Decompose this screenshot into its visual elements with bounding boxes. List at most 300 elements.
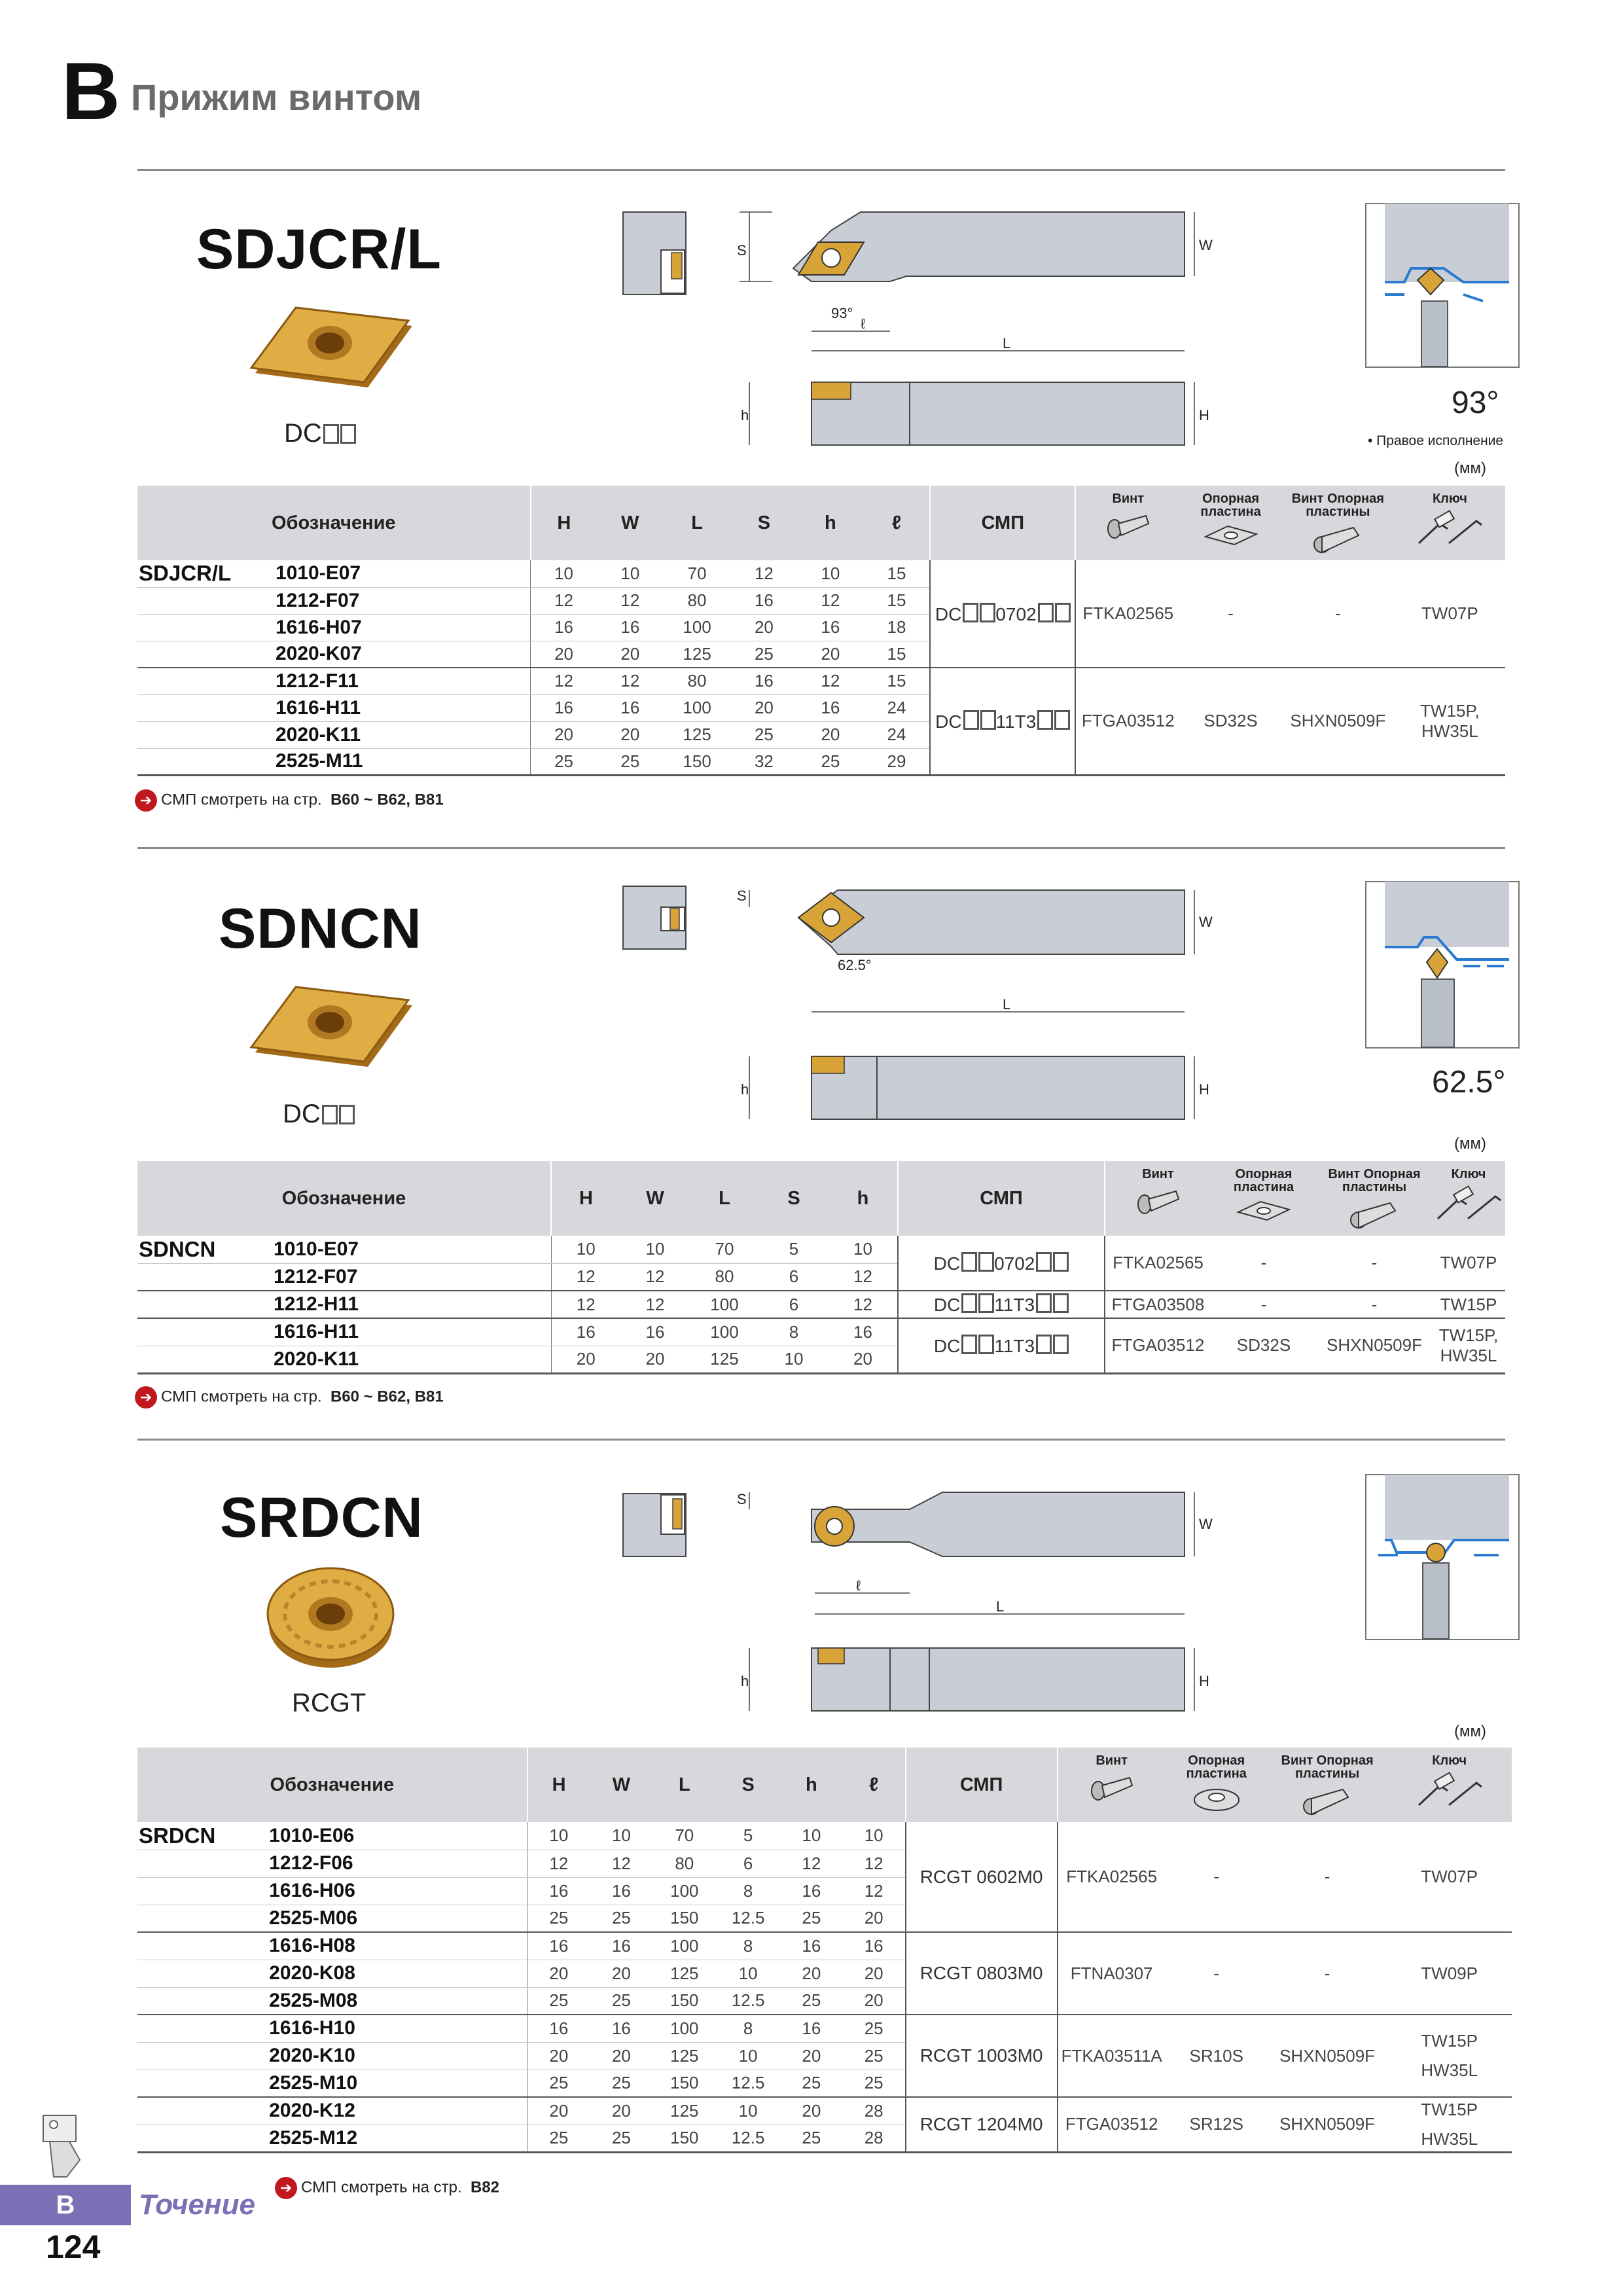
- cell-L: 125: [652, 2097, 716, 2125]
- col-header: W: [620, 1161, 690, 1236]
- cell-S: 8: [716, 1877, 780, 1905]
- cell-S: 6: [716, 1850, 780, 1877]
- size-code: 1616-H08: [264, 1932, 527, 1960]
- shim-screw-icon: [1311, 522, 1364, 555]
- cell-W: 16: [620, 1318, 690, 1346]
- insert-label: [284, 419, 356, 448]
- shim-screw-code: SHXN0509F: [1281, 668, 1395, 775]
- placeholder-box: [978, 1335, 994, 1354]
- cell-S: 8: [759, 1318, 829, 1346]
- dim-L: L: [996, 1598, 1005, 1615]
- cell-l: 25: [843, 2042, 906, 2070]
- col-header-shim-screw: [1317, 1161, 1432, 1236]
- placeholder-box: [322, 1105, 338, 1124]
- cell-S: 12.5: [716, 2070, 780, 2097]
- shim-code: SD32S: [1180, 668, 1281, 775]
- key-code: [1387, 1822, 1512, 1932]
- size-code: 1010-E07: [268, 1236, 551, 1263]
- col-header-key: [1432, 1161, 1505, 1236]
- size-code: 2525-M10: [264, 2070, 527, 2097]
- cell-h: 12: [797, 668, 864, 694]
- application-view: [1365, 203, 1520, 368]
- cell-l: 25: [843, 2070, 906, 2097]
- size-code: 1616-H07: [270, 614, 531, 641]
- cell-H: 25: [527, 2125, 590, 2152]
- cell-h: 16: [780, 1877, 843, 1905]
- cell-W: 25: [590, 2125, 653, 2152]
- cell-W: 16: [597, 614, 664, 641]
- dim-W: W: [1199, 237, 1213, 253]
- insert-code: RCGT 0602M0: [906, 1822, 1058, 1932]
- size-code: 2020-K11: [270, 721, 531, 748]
- key-code-2: HW35L: [1421, 2060, 1478, 2080]
- spec-table: [137, 1161, 1505, 1374]
- insert-image: [249, 302, 419, 401]
- insert-prefix: DC: [935, 603, 962, 624]
- cell-L: 125: [664, 641, 731, 668]
- cell-l: 12: [843, 1877, 906, 1905]
- placeholder-box: [340, 424, 356, 444]
- cell-H: 20: [527, 2097, 590, 2125]
- shim-icon: [1234, 1198, 1293, 1224]
- cell-S: 12.5: [716, 1905, 780, 1932]
- insert-label-text: DC: [284, 419, 322, 448]
- side-view-drawing: [733, 1047, 1237, 1126]
- col-header-shim-label: Опорная пластина: [1200, 492, 1261, 519]
- cell-H: 12: [551, 1291, 620, 1318]
- insert-size: 11T3: [994, 1335, 1035, 1356]
- col-header-screw: [1058, 1748, 1166, 1822]
- screw-code: FTKA02565: [1058, 1822, 1166, 1932]
- shim-screw-code: SHXN0509F: [1317, 1318, 1432, 1373]
- size-code: 1616-H10: [264, 2015, 527, 2042]
- placeholder-box: [1036, 1293, 1052, 1313]
- key-icon: [1414, 509, 1486, 546]
- cell-H: 16: [531, 694, 597, 721]
- spec-table: [137, 1748, 1512, 2153]
- key-code: [1387, 1932, 1512, 2015]
- cell-h: 20: [780, 2042, 843, 2070]
- key-code: [1387, 2015, 1512, 2097]
- ref-text: СМП смотреть на стр.: [161, 791, 322, 809]
- section-divider: [137, 1439, 1505, 1441]
- section-divider: [137, 847, 1505, 849]
- cell-L: 125: [652, 2042, 716, 2070]
- cell-H: 10: [531, 560, 597, 587]
- col-header: S: [731, 486, 798, 560]
- cell-h: 12: [829, 1263, 898, 1291]
- model-title: SRDCN: [220, 1486, 423, 1549]
- size-code: 1616-H11: [270, 694, 531, 721]
- placeholder-box: [1053, 1293, 1069, 1313]
- key-code-1: TW09P: [1421, 1963, 1478, 1983]
- size-code: 2020-K12: [264, 2097, 527, 2125]
- cell-l: 24: [864, 694, 931, 721]
- cell-L: 150: [664, 748, 731, 775]
- key-code-1: TW15P: [1421, 2099, 1478, 2119]
- size-code: 2020-K11: [268, 1346, 551, 1373]
- cell-H: 16: [551, 1318, 620, 1346]
- size-code: 1010-E07: [270, 560, 531, 587]
- unit-label: (мм): [1454, 1723, 1486, 1740]
- cell-h: 16: [797, 614, 864, 641]
- cell-h: 20: [797, 641, 864, 668]
- col-header-insert: СМП: [906, 1748, 1058, 1822]
- cell-S: 5: [716, 1822, 780, 1850]
- dim-L: L: [1003, 996, 1011, 1013]
- cell-l: 16: [843, 1932, 906, 1960]
- cell-W: 20: [590, 1960, 653, 1987]
- cell-l: 15: [864, 668, 931, 694]
- screw-icon: [1135, 1185, 1181, 1217]
- col-header-shim: [1211, 1161, 1317, 1236]
- placeholder-box: [1055, 603, 1071, 622]
- shim-screw-code: -: [1281, 560, 1395, 668]
- shim-screw-icon: [1348, 1198, 1400, 1230]
- dim-h: h: [741, 407, 749, 423]
- placeholder-box: [1053, 1335, 1069, 1354]
- cell-L: 80: [664, 587, 731, 614]
- insert-code: [898, 1318, 1105, 1373]
- cell-l: 20: [843, 1960, 906, 1987]
- placeholder-box: [963, 603, 978, 622]
- col-header-key-label: Ключ: [1451, 1167, 1486, 1181]
- insert-size: 11T3: [994, 1295, 1035, 1315]
- cell-L: 125: [652, 1960, 716, 1987]
- cell-H: 25: [527, 1987, 590, 2015]
- side-view-drawing: [733, 1639, 1237, 1717]
- dim-W: W: [1199, 1516, 1213, 1532]
- placeholder-box: [961, 1293, 977, 1313]
- col-header-key: [1395, 486, 1505, 560]
- ref-pages[interactable]: B60 ~ B62, B81: [330, 791, 444, 809]
- ref-text: СМП смотреть на стр.: [301, 2178, 462, 2197]
- col-header: S: [716, 1748, 780, 1822]
- col-header: L: [690, 1161, 759, 1236]
- insert-reference: [275, 2177, 499, 2199]
- cell-W: 20: [590, 2042, 653, 2070]
- cell-W: 20: [620, 1346, 690, 1373]
- col-header: H: [551, 1161, 620, 1236]
- section-label: Точение: [139, 2189, 255, 2221]
- placeholder-box: [323, 424, 339, 444]
- cell-L: 150: [652, 1905, 716, 1932]
- size-code: 2525-M11: [270, 748, 531, 775]
- cell-S: 32: [731, 748, 798, 775]
- shim-screw-code: SHXN0509F: [1268, 2097, 1387, 2152]
- col-header-shim-screw-label: Винт Опорная пластины: [1291, 492, 1384, 519]
- cell-H: 10: [551, 1236, 620, 1263]
- size-code: 1010-E06: [264, 1822, 527, 1850]
- insert-code: [898, 1291, 1105, 1318]
- cell-S: 6: [759, 1291, 829, 1318]
- approach-angle: 93°: [1452, 386, 1499, 420]
- cell-S: 12.5: [716, 1987, 780, 2015]
- cell-h: 12: [829, 1291, 898, 1318]
- cell-H: 12: [531, 587, 597, 614]
- cell-L: 150: [652, 2070, 716, 2097]
- size-code: 1616-H06: [264, 1877, 527, 1905]
- cell-W: 20: [597, 641, 664, 668]
- cell-H: 20: [551, 1346, 620, 1373]
- ref-pages[interactable]: B60 ~ B62, B81: [330, 1388, 444, 1406]
- placeholder-box: [1037, 710, 1053, 730]
- cell-H: 20: [531, 641, 597, 668]
- insert-image: [249, 982, 419, 1080]
- col-header-key-label: Ключ: [1432, 1753, 1467, 1768]
- screw-code: FTGA03508: [1105, 1291, 1211, 1318]
- insert-label: [283, 1100, 355, 1129]
- section-tab[interactable]: B: [0, 2185, 131, 2225]
- cell-L: 100: [652, 1877, 716, 1905]
- cell-h: 20: [829, 1346, 898, 1373]
- dim-h: h: [741, 1081, 749, 1098]
- ref-text: СМП смотреть на стр.: [161, 1388, 322, 1406]
- cell-S: 25: [731, 641, 798, 668]
- cell-L: 100: [690, 1291, 759, 1318]
- turning-tool-icon: [41, 2114, 93, 2179]
- cell-L: 150: [652, 2125, 716, 2152]
- col-header-shim-screw-label: Винт Опорная пластины: [1281, 1753, 1374, 1781]
- placeholder-box: [1038, 603, 1054, 622]
- placeholder-box: [980, 710, 996, 730]
- dim-H: H: [1199, 407, 1209, 423]
- cell-L: 100: [652, 1932, 716, 1960]
- cell-l: 15: [864, 587, 931, 614]
- hand-note: • Правое исполнение: [1368, 433, 1504, 448]
- key-code-1: TW07P: [1421, 1867, 1478, 1886]
- shim-screw-code: -: [1268, 1932, 1387, 2015]
- round-shim-icon: [1190, 1784, 1243, 1813]
- screw-code: FTGA03512: [1105, 1318, 1211, 1373]
- cell-S: 10: [759, 1346, 829, 1373]
- cell-W: 12: [620, 1291, 690, 1318]
- col-header-designation: Обозначение: [137, 1748, 527, 1822]
- cell-L: 70: [664, 560, 731, 587]
- screw-code: FTGA03512: [1075, 668, 1180, 775]
- cell-h: 25: [780, 2125, 843, 2152]
- spec-table: [137, 486, 1505, 776]
- insert-prefix: DC: [935, 711, 962, 732]
- cell-l: 15: [864, 560, 931, 587]
- size-code: 2525-M08: [264, 1987, 527, 2015]
- dim-H: H: [1199, 1673, 1209, 1689]
- col-header-shim-screw: [1268, 1748, 1387, 1822]
- shim-code: SR12S: [1166, 2097, 1268, 2152]
- insert-prefix: DC: [933, 1335, 961, 1356]
- page-title: Прижим винтом: [131, 77, 422, 118]
- cell-h: 10: [780, 1822, 843, 1850]
- cell-l: 25: [843, 2015, 906, 2042]
- shim-screw-code: SHXN0509F: [1268, 2015, 1387, 2097]
- cell-H: 25: [527, 2070, 590, 2097]
- key-code: TW15P: [1432, 1291, 1505, 1318]
- col-header-insert: СМП: [930, 486, 1075, 560]
- insert-code: [898, 1236, 1105, 1291]
- screw-code: FTNA0307: [1058, 1932, 1166, 2015]
- cell-L: 100: [652, 2015, 716, 2042]
- size-code: 1212-F07: [268, 1263, 551, 1291]
- cell-H: 25: [531, 748, 597, 775]
- cell-H: 20: [527, 1960, 590, 1987]
- approach-angle: 62.5°: [1432, 1065, 1506, 1100]
- cell-W: 12: [590, 1850, 653, 1877]
- key-code-1: TW15P: [1421, 2031, 1478, 2051]
- screw-code: FTGA03512: [1058, 2097, 1166, 2152]
- key-icon: [1433, 1185, 1505, 1221]
- insert-label: RCGT: [292, 1689, 366, 1717]
- cell-S: 8: [716, 2015, 780, 2042]
- cell-h: 10: [797, 560, 864, 587]
- end-view-drawing: [622, 211, 687, 296]
- cell-S: 8: [716, 1932, 780, 1960]
- cell-W: 20: [597, 721, 664, 748]
- placeholder-box: [1054, 710, 1070, 730]
- arrow-right-icon: ➔: [135, 789, 157, 812]
- cell-h: 25: [780, 2070, 843, 2097]
- insert-code: [930, 560, 1075, 668]
- col-header-key-label: Ключ: [1432, 492, 1467, 506]
- placeholder-box: [963, 710, 979, 730]
- cell-W: 12: [620, 1263, 690, 1291]
- cell-S: 10: [716, 2097, 780, 2125]
- cell-h: 20: [780, 1960, 843, 1987]
- cell-l: 15: [864, 641, 931, 668]
- shim-code: -: [1166, 1822, 1268, 1932]
- placeholder-box: [1036, 1335, 1052, 1354]
- col-header: S: [759, 1161, 829, 1236]
- placeholder-box: [961, 1335, 977, 1354]
- cell-h: 16: [780, 2015, 843, 2042]
- cell-S: 5: [759, 1236, 829, 1263]
- size-code: 1212-F11: [270, 668, 531, 694]
- size-code: 1616-H11: [268, 1318, 551, 1346]
- section-divider: [137, 169, 1505, 171]
- cell-h: 16: [829, 1318, 898, 1346]
- col-header-screw: [1105, 1161, 1211, 1236]
- col-header-shim-screw-label: Винт Опорная пластины: [1328, 1167, 1421, 1194]
- shim-code: SR10S: [1166, 2015, 1268, 2097]
- insert-size: 0702: [994, 1253, 1035, 1274]
- arrow-right-icon: ➔: [135, 1386, 157, 1408]
- cell-L: 100: [664, 694, 731, 721]
- cell-S: 10: [716, 2042, 780, 2070]
- cell-h: 25: [780, 1987, 843, 2015]
- cell-W: 25: [597, 748, 664, 775]
- cell-L: 125: [664, 721, 731, 748]
- key-icon: [1414, 1771, 1486, 1808]
- col-header-screw-label: Винт: [1142, 1167, 1174, 1181]
- model-name: SDJCR/L: [137, 560, 270, 587]
- cell-L: 100: [664, 614, 731, 641]
- cell-H: 20: [531, 721, 597, 748]
- cell-S: 16: [731, 668, 798, 694]
- insert-code: RCGT 0803M0: [906, 1932, 1058, 2015]
- cell-l: 28: [843, 2125, 906, 2152]
- cell-h: 25: [780, 1905, 843, 1932]
- cell-L: 70: [652, 1822, 716, 1850]
- unit-label: (мм): [1454, 459, 1486, 477]
- cell-H: 12: [551, 1263, 620, 1291]
- screw-code: FTKA03511A: [1058, 2015, 1166, 2097]
- insert-code: [930, 668, 1075, 775]
- cell-L: 80: [652, 1850, 716, 1877]
- size-code: 1212-F07: [270, 587, 531, 614]
- cell-W: 16: [590, 2015, 653, 2042]
- cell-L: 80: [664, 668, 731, 694]
- col-header-screw: [1075, 486, 1180, 560]
- model-name: SRDCN: [137, 1822, 264, 1850]
- dim-S: S: [737, 1491, 747, 1507]
- key-code: TW07P: [1432, 1236, 1505, 1291]
- size-code: 2020-K07: [270, 641, 531, 668]
- cell-h: 25: [797, 748, 864, 775]
- top-view-drawing: [733, 881, 1237, 1025]
- insert-prefix: DC: [933, 1253, 961, 1274]
- application-view: [1365, 881, 1520, 1049]
- cell-W: 16: [590, 1932, 653, 1960]
- cell-W: 16: [597, 694, 664, 721]
- insert-code: RCGT 1204M0: [906, 2097, 1058, 2152]
- col-header: ℓ: [864, 486, 931, 560]
- placeholder-box: [978, 1252, 994, 1272]
- shim-screw-code: -: [1268, 1822, 1387, 1932]
- insert-image: [262, 1562, 399, 1673]
- dim-S: S: [737, 242, 747, 259]
- cell-l: 12: [843, 1850, 906, 1877]
- col-header: h: [797, 486, 864, 560]
- screw-code: FTKA02565: [1105, 1236, 1211, 1291]
- cell-S: 20: [731, 694, 798, 721]
- cell-H: 16: [527, 1877, 590, 1905]
- cell-W: 12: [597, 587, 664, 614]
- page-number: 124: [46, 2229, 101, 2265]
- cell-h: 10: [829, 1236, 898, 1263]
- col-header: L: [664, 486, 731, 560]
- key-code: TW07P: [1395, 560, 1505, 668]
- size-code: 1212-H11: [268, 1291, 551, 1318]
- dim-H: H: [1199, 1081, 1209, 1098]
- cell-W: 10: [590, 1822, 653, 1850]
- cell-W: 25: [590, 2070, 653, 2097]
- side-view-drawing: [733, 373, 1237, 452]
- placeholder-box: [1053, 1252, 1069, 1272]
- screw-icon: [1105, 509, 1151, 542]
- cell-W: 12: [597, 668, 664, 694]
- model-title: SDJCR/L: [196, 218, 442, 281]
- cell-S: 12.5: [716, 2125, 780, 2152]
- cell-h: 12: [780, 1850, 843, 1877]
- dim-angle: 93°: [831, 305, 853, 321]
- col-header-insert: СМП: [898, 1161, 1105, 1236]
- cell-W: 10: [620, 1236, 690, 1263]
- dim-l: ℓ: [861, 315, 866, 332]
- cell-W: 10: [597, 560, 664, 587]
- col-header-shim: [1166, 1748, 1268, 1822]
- col-header: H: [531, 486, 597, 560]
- ref-pages[interactable]: B82: [470, 2178, 499, 2197]
- model-title: SDNCN: [219, 897, 422, 960]
- cell-l: 29: [864, 748, 931, 775]
- cell-l: 20: [843, 1987, 906, 2015]
- top-view-drawing: [733, 203, 1237, 360]
- col-header: h: [780, 1748, 843, 1822]
- end-view-drawing: [622, 885, 687, 950]
- key-code: [1387, 2097, 1512, 2152]
- col-header: ℓ: [843, 1748, 906, 1822]
- size-code: 2020-K08: [264, 1960, 527, 1987]
- placeholder-box: [978, 1293, 994, 1313]
